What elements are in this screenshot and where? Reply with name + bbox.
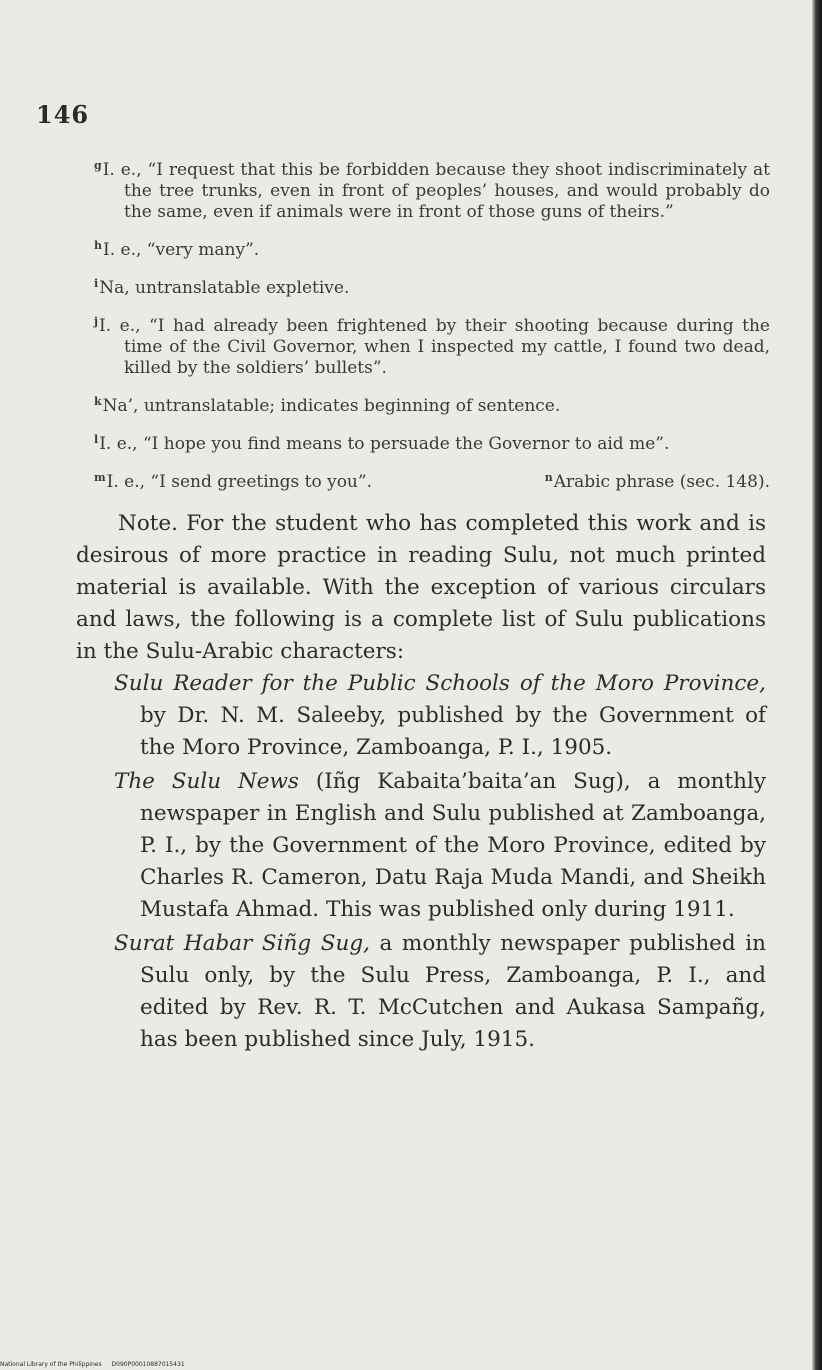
footnote-text: I. e., “very many”. — [103, 240, 260, 260]
footnote-row — [94, 467, 770, 493]
footnote-marker: l — [94, 433, 99, 446]
page-number: 146 — [36, 100, 90, 129]
footnote-marker: i — [94, 277, 99, 290]
footnote-l — [94, 429, 770, 455]
scan-code: D090P00010887015431 — [111, 1361, 185, 1368]
footnote-text: Na, untranslatable expletive. — [99, 278, 350, 298]
publication-description: by Dr. N. M. Saleeby, published by the Government of the Moro Province, Zamboanga, P. I., 1905. — [140, 703, 766, 760]
footnote-j — [94, 311, 770, 379]
footnote-text: I. e., “I had already been frightened by their shooting because during the time of the Civil Governor, when I inspected my cattle, I found two dead, killed by the soldiers’ bullets”. — [98, 316, 770, 378]
footnote-text: Na’, untranslatable; indicates beginning of sentence. — [102, 396, 561, 416]
footnote-n — [545, 467, 770, 493]
footnote-text: I. e., “I request that this be forbidden because they shoot indiscriminately at the tree trunks, even in front of peoples’ houses, and would probably do the same, even if animals were in front of those guns of theirs.” — [102, 160, 770, 222]
publication-title: Surat Habar Siñg Sug, — [114, 931, 370, 956]
scan-footer — [0, 1361, 185, 1368]
footnote-marker: n — [544, 471, 553, 484]
footnote-marker: m — [94, 471, 106, 484]
footnote-marker: h — [94, 239, 102, 252]
note-paragraph: Note. For the student who has completed this work and is desirous of more practice in reading Sulu, not much printed material is available. With the exception of various circulars and laws, the following is a complete list of Sulu publications in the Sulu-Arabic characters: — [76, 511, 766, 664]
note-section — [76, 508, 766, 1058]
publication-list — [76, 668, 766, 1056]
footnotes-section — [94, 155, 770, 505]
footnote-i — [94, 273, 770, 299]
footnote-marker: j — [94, 315, 98, 328]
publication-title: The Sulu News — [114, 769, 299, 794]
footnote-text: Arabic phrase (sec. 148). — [553, 472, 770, 492]
footnote-g — [94, 155, 770, 223]
library-credit: National Library of the Philippines — [0, 1361, 102, 1368]
publication-description: a monthly newspaper published in Sulu only, by the Sulu Press, Zamboanga, P. I., and edited by Rev. R. T. McCutchen and Aukasa Sampañg, has been published since July, 1915. — [140, 931, 766, 1052]
footnote-text: I. e., “I send greetings to you”. — [106, 472, 372, 492]
publication-description: (Iñg Kabaita’baita’an Sug), a monthly newspaper in English and Sulu published at Zamboanga, P. I., by the Government of the Moro Province, edited by Charles R. Cameron, Datu Raja Muda Mandi, and Sheikh Mustafa Ahmad. This was published only during 1911. — [140, 769, 766, 922]
publication-item — [76, 928, 766, 1056]
footnote-marker: g — [94, 159, 102, 172]
publication-item — [76, 766, 766, 926]
publication-title: Sulu Reader for the Public Schools of the Moro Province, — [114, 671, 766, 696]
footnote-marker: k — [94, 395, 102, 408]
book-spine-shadow — [812, 0, 822, 1370]
footnote-k — [94, 391, 770, 417]
publication-item — [76, 668, 766, 764]
footnote-m — [94, 467, 372, 493]
footnote-text: I. e., “I hope you find means to persuade the Governor to aid me”. — [99, 434, 670, 454]
footnote-h — [94, 235, 770, 261]
